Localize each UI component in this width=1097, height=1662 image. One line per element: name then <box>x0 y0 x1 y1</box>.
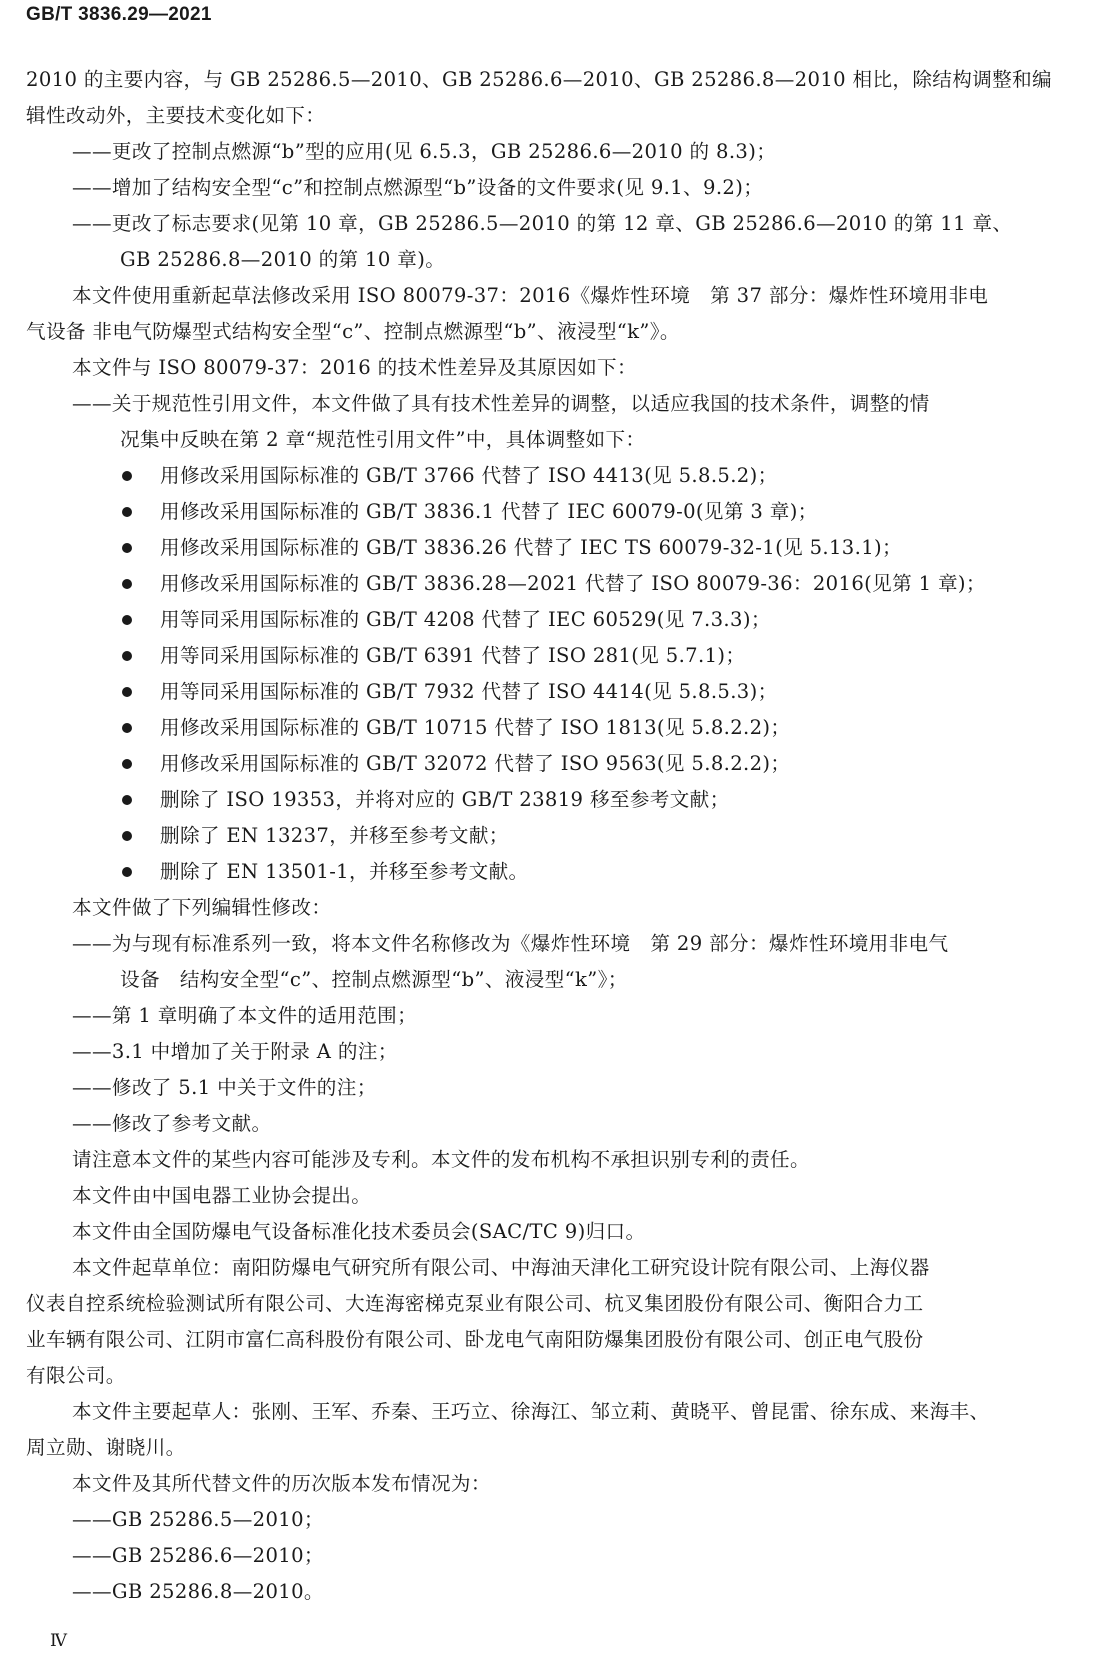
line-text: 用等同采用国际标准的 GB/T 4208 代替了 IEC 60529(见 7.3.3)； <box>160 608 771 631</box>
text-line <box>0 1430 1097 1466</box>
bullet-icon <box>122 615 132 625</box>
text-line <box>0 170 1097 206</box>
text-line <box>0 926 1097 962</box>
bullet-item <box>0 710 1097 746</box>
bullet-icon <box>122 795 132 805</box>
bullet-item <box>0 854 1097 890</box>
text-line <box>0 1394 1097 1430</box>
bullet-icon <box>122 759 132 769</box>
line-text: ——GB 25286.6—2010； <box>72 1544 324 1567</box>
line-text: 有限公司。 <box>26 1364 126 1387</box>
text-line <box>0 1538 1097 1574</box>
text-line <box>0 962 1097 998</box>
bullet-icon <box>122 543 132 553</box>
line-text: ——修改了参考文献。 <box>72 1112 272 1135</box>
text-line <box>0 1214 1097 1250</box>
line-text: 2010 的主要内容，与 GB 25286.5—2010、GB 25286.6—2010、GB 25286.8—2010 相比，除结构调整和编 <box>26 68 1052 91</box>
line-text: ——修改了 5.1 中关于文件的注； <box>72 1076 377 1099</box>
bullet-item <box>0 638 1097 674</box>
bullet-item <box>0 674 1097 710</box>
line-text: 用等同采用国际标准的 GB/T 6391 代替了 ISO 281(见 5.7.1)； <box>160 644 746 667</box>
line-text: 删除了 EN 13237，并移至参考文献； <box>160 824 509 847</box>
bullet-item <box>0 530 1097 566</box>
bullet-icon <box>122 579 132 589</box>
line-text: ——GB 25286.8—2010。 <box>72 1580 324 1603</box>
bullet-icon <box>122 687 132 697</box>
text-line <box>0 998 1097 1034</box>
bullet-icon <box>122 723 132 733</box>
text-line <box>0 1106 1097 1142</box>
line-text: 用修改采用国际标准的 GB/T 3766 代替了 ISO 4413(见 5.8.5.2)； <box>160 464 778 487</box>
bullet-icon <box>122 507 132 517</box>
text-line <box>0 386 1097 422</box>
line-text: 删除了 ISO 19353，并将对应的 GB/T 23819 移至参考文献； <box>160 788 730 811</box>
bullet-icon <box>122 651 132 661</box>
line-text: ——第 1 章明确了本文件的适用范围； <box>72 1004 418 1027</box>
bullet-icon <box>122 867 132 877</box>
text-line <box>0 350 1097 386</box>
line-text: ——增加了结构安全型“c”和控制点燃源型“b”设备的文件要求(见 9.1、9.2)； <box>72 176 764 199</box>
line-text: ——为与现有标准系列一致，将本文件名称修改为《爆炸性环境 第 29 部分：爆炸性环境用非电气 <box>72 932 949 955</box>
text-line <box>0 134 1097 170</box>
line-text: 本文件起草单位：南阳防爆电气研究所有限公司、中海油天津化工研究设计院有限公司、上海仪器 <box>72 1256 930 1279</box>
bullet-icon <box>122 471 132 481</box>
line-text: 本文件与 ISO 80079-37：2016 的技术性差异及其原因如下： <box>72 356 637 379</box>
bullet-item <box>0 782 1097 818</box>
standard-code-header: GB/T 3836.29—2021 <box>26 4 212 25</box>
text-line <box>0 1070 1097 1106</box>
line-text: 用修改采用国际标准的 GB/T 32072 代替了 ISO 9563(见 5.8.2.2)； <box>160 752 791 775</box>
bullet-item <box>0 566 1097 602</box>
bullet-item <box>0 818 1097 854</box>
line-text: 用修改采用国际标准的 GB/T 3836.26 代替了 IEC TS 60079-32-1(见 5.13.1)； <box>160 536 902 559</box>
text-line <box>0 890 1097 926</box>
text-line <box>0 422 1097 458</box>
page-number: Ⅳ <box>50 1631 67 1650</box>
line-text: 况集中反映在第 2 章“规范性引用文件”中，具体调整如下： <box>120 428 646 451</box>
text-line <box>0 206 1097 242</box>
line-text: 业车辆有限公司、江阴市富仁高科股份有限公司、卧龙电气南阳防爆集团股份有限公司、创正电气股份 <box>26 1328 924 1351</box>
line-text: 本文件做了下列编辑性修改： <box>72 896 332 919</box>
text-line <box>0 62 1097 98</box>
line-text: 周立勋、谢晓川。 <box>26 1436 186 1459</box>
line-text: 本文件使用重新起草法修改采用 ISO 80079-37：2016《爆炸性环境 第 37 部分：爆炸性环境用非电 <box>72 284 989 307</box>
line-text: 本文件由中国电器工业协会提出。 <box>72 1184 372 1207</box>
line-text: 气设备 非电气防爆型式结构安全型“c”、控制点燃源型“b”、液浸型“k”》。 <box>26 320 680 343</box>
text-line <box>0 1034 1097 1070</box>
text-line <box>0 314 1097 350</box>
line-text: 本文件及其所代替文件的历次版本发布情况为： <box>72 1472 491 1495</box>
text-line <box>0 1286 1097 1322</box>
text-line <box>0 98 1097 134</box>
line-text: 设备 结构安全型“c”、控制点燃源型“b”、液浸型“k”》； <box>120 968 628 991</box>
line-text: 用修改采用国际标准的 GB/T 10715 代替了 ISO 1813(见 5.8.2.2)； <box>160 716 791 739</box>
line-text: 用修改采用国际标准的 GB/T 3836.28—2021 代替了 ISO 80079-36：2016(见第 1 章)； <box>160 572 986 595</box>
line-text: GB 25286.8—2010 的第 10 章)。 <box>120 248 446 271</box>
line-text: 仪表自控系统检验测试所有限公司、大连海密梯克泵业有限公司、杭叉集团股份有限公司、衡阳合力工 <box>26 1292 924 1315</box>
text-line <box>0 1574 1097 1610</box>
line-text: 本文件由全国防爆电气设备标准化技术委员会(SAC/TC 9)归口。 <box>72 1220 646 1243</box>
text-line <box>0 278 1097 314</box>
text-line <box>0 1502 1097 1538</box>
line-text: ——GB 25286.5—2010； <box>72 1508 324 1531</box>
text-line <box>0 1358 1097 1394</box>
line-text: ——更改了控制点燃源“b”型的应用(见 6.5.3，GB 25286.6—2010 的 8.3)； <box>72 140 777 163</box>
text-line <box>0 1466 1097 1502</box>
foreword-body <box>0 62 1097 1610</box>
bullet-item <box>0 458 1097 494</box>
line-text: ——3.1 中增加了关于附录 A 的注； <box>72 1040 398 1063</box>
text-line <box>0 1322 1097 1358</box>
text-line <box>0 1250 1097 1286</box>
line-text: ——关于规范性引用文件，本文件做了具有技术性差异的调整，以适应我国的技术条件，调整的情 <box>72 392 930 415</box>
line-text: ——更改了标志要求(见第 10 章，GB 25286.5—2010 的第 12 章、GB 25286.6—2010 的第 11 章、 <box>72 212 1013 235</box>
line-text: 删除了 EN 13501-1，并移至参考文献。 <box>160 860 529 883</box>
bullet-item <box>0 602 1097 638</box>
bullet-item <box>0 494 1097 530</box>
line-text: 请注意本文件的某些内容可能涉及专利。本文件的发布机构不承担识别专利的责任。 <box>72 1148 810 1171</box>
text-line <box>0 1178 1097 1214</box>
line-text: 本文件主要起草人：张刚、王军、乔秦、王巧立、徐海江、邹立莉、黄晓平、曾昆雷、徐东成、来海丰、 <box>72 1400 990 1423</box>
line-text: 辑性改动外，主要技术变化如下： <box>26 104 326 127</box>
text-line <box>0 242 1097 278</box>
bullet-icon <box>122 831 132 841</box>
line-text: 用修改采用国际标准的 GB/T 3836.1 代替了 IEC 60079-0(见第 3 章)； <box>160 500 818 523</box>
line-text: 用等同采用国际标准的 GB/T 7932 代替了 ISO 4414(见 5.8.5.3)； <box>160 680 778 703</box>
text-line <box>0 1142 1097 1178</box>
bullet-item <box>0 746 1097 782</box>
